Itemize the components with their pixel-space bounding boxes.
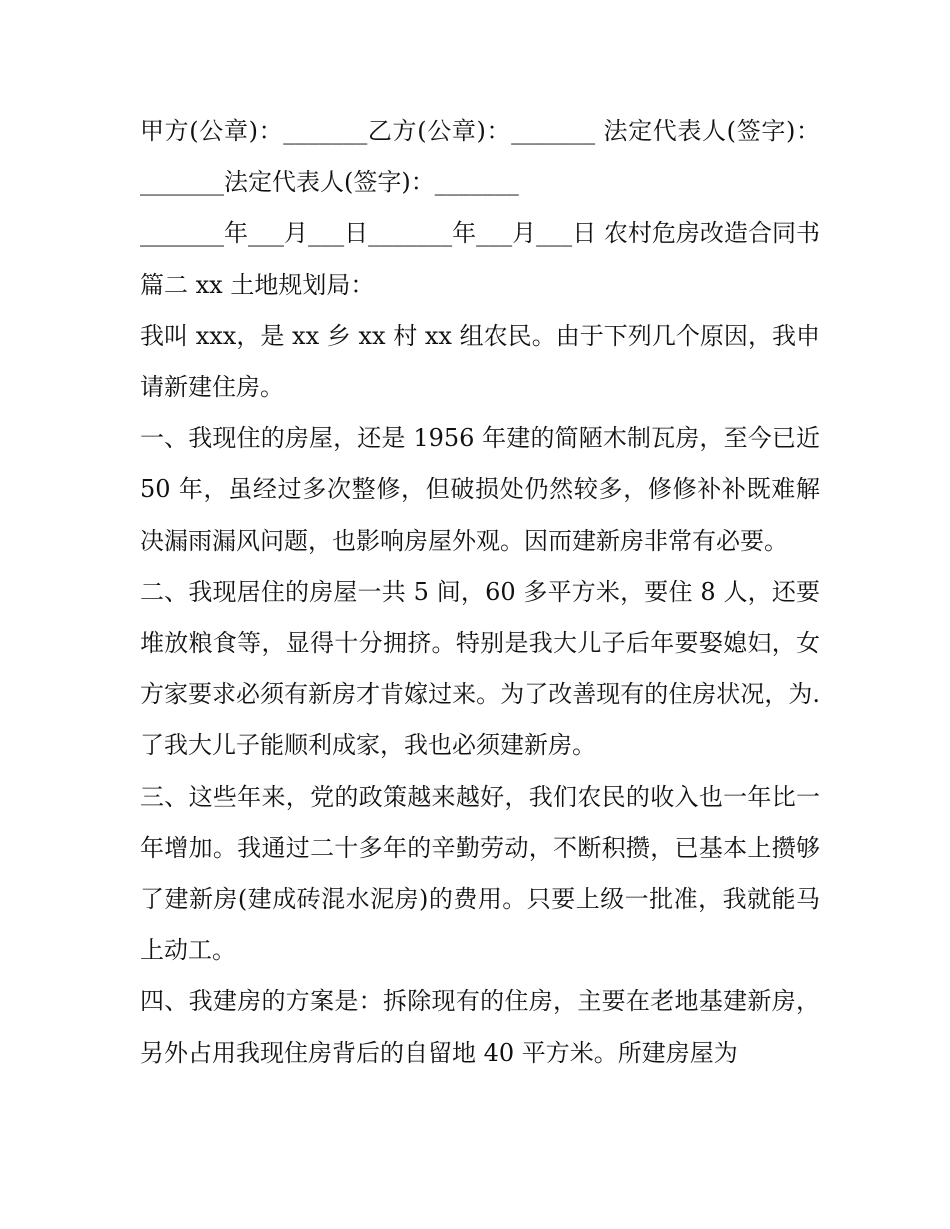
applicant-intro: 我叫 xxx，是 xx 乡 xx 村 xx 组农民。由于下列几个原因，我申请新建住房。 (140, 321, 820, 402)
reason-one: 一、我现住的房屋，还是 1956 年建的简陋木制瓦房，至今已近 50 年，虽经过多次整修，但破损处仍然较多，修修补补既难解决漏雨漏风问题，也影响房屋外观。因而建新房非常有必要。 (140, 424, 820, 555)
document-body (140, 106, 820, 1079)
reason-three: 三、这些年来，党的政策越来越好，我们农民的收入也一年比一年增加。我通过二十多年的辛勤劳动，不断积攒，已基本上攒够了建新房(建成砖混水泥房)的费用。只要上级一批准，我就能马上动工。 (140, 782, 820, 965)
date-and-heading: _______年___月___日_______年___月___日 农村危房改造合同书篇二 xx 土地规划局： (140, 219, 820, 299)
reason-four: 四、我建房的方案是：拆除现有的住房，主要在老地基建新房，另外占用我现住房背后的自留地 40 平方米。所建房屋为 (140, 987, 820, 1067)
reason-two: 二、我现居住的房屋一共 5 间，60 多平方米，要住 8 人，还要堆放粮食等，显得十分拥挤。特别是我大儿子后年要娶媳妇，女方家要求必须有新房才肯嫁过来。为了改善现有的住房状况，为. 了我大儿子能顺利成家，我也必须建新房。 (140, 577, 820, 760)
signature-block: 甲方(公章)：_______乙方(公章)：_______ 法定代表人(签字)：_______法定代表人(签字)：_______ (140, 117, 820, 197)
